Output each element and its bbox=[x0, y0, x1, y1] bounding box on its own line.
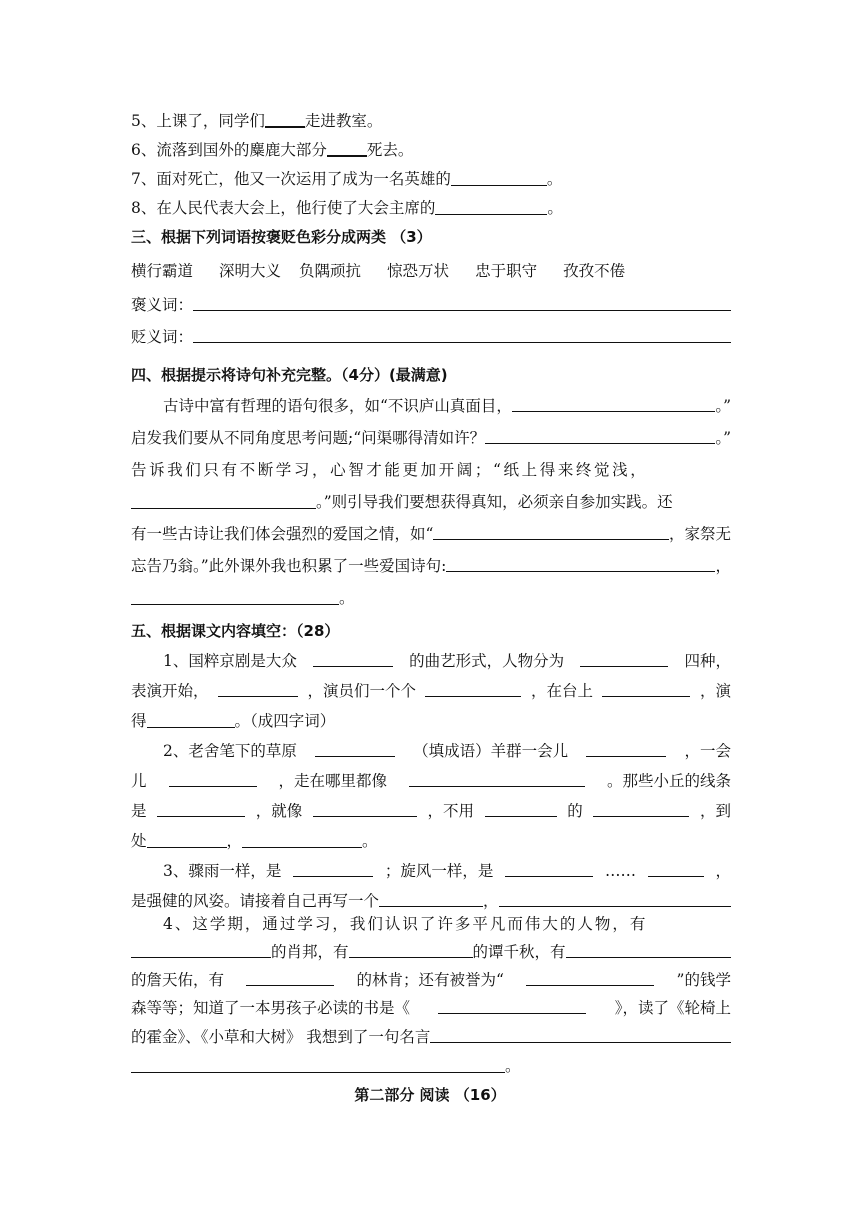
item-2-line-4: 处 ， 。 bbox=[131, 832, 378, 850]
question-6: 6、流落到国外的麋鹿大部分 死去。 bbox=[131, 141, 414, 159]
answer-blank[interactable] bbox=[157, 800, 245, 817]
answer-blank[interactable] bbox=[293, 860, 373, 877]
answer-blank[interactable] bbox=[512, 395, 715, 412]
item-4-line-2: 的肖邦，有 的谭千秋，有 bbox=[131, 941, 731, 963]
word-list bbox=[131, 260, 731, 282]
answer-blank[interactable] bbox=[246, 969, 334, 986]
item-3-line-2: 是强健的风姿。请接着自己再写一个 ， bbox=[131, 890, 731, 912]
answer-blank[interactable] bbox=[433, 523, 669, 540]
answer-blank[interactable] bbox=[451, 169, 547, 186]
poem-line-3: 告诉我们只有不断学习，心智才能更加开阔；“纸上得来终觉浅， bbox=[131, 461, 649, 479]
section-4-title: 四、根据提示将诗句补充完整。（4分）(最满意) bbox=[131, 366, 448, 384]
poem-line-5: 有一些古诗让我们体会强烈的爱国之情，如“ ，家祭无 bbox=[131, 525, 731, 543]
answer-blank[interactable] bbox=[485, 800, 557, 817]
poem-line-6: 忘告乃翁。”此外课外我也积累了一些爱国诗句: ， bbox=[131, 557, 731, 575]
answer-blank[interactable] bbox=[435, 198, 547, 215]
item-4-line-6: 。 bbox=[131, 1055, 731, 1077]
question-7: 7、面对死亡，他又一次运用了成为一名英雄的 。 bbox=[131, 170, 563, 188]
answer-blank[interactable] bbox=[409, 770, 585, 787]
word-item: 负隅顽抗 bbox=[299, 262, 362, 280]
word-item: 横行霸道 bbox=[131, 262, 194, 280]
answer-blank[interactable] bbox=[485, 427, 715, 444]
answer-blank[interactable] bbox=[265, 110, 305, 128]
part-2-title: 第二部分 阅读 （16） bbox=[354, 1086, 506, 1104]
item-1-line-2: 表演开始， ，演员们一个个 ，在台上 ，演 bbox=[131, 682, 731, 700]
question-5: 5、上课了，同学们 走进教室。 bbox=[131, 112, 383, 130]
answer-blank[interactable] bbox=[131, 492, 316, 509]
word-item: 惊恐万状 bbox=[387, 262, 450, 280]
answer-blank[interactable] bbox=[242, 831, 362, 848]
section-5-title: 五、根据课文内容填空：（28） bbox=[131, 622, 340, 640]
answer-blank[interactable] bbox=[131, 588, 339, 605]
positive-words-blank[interactable] bbox=[193, 294, 731, 311]
answer-blank[interactable] bbox=[526, 969, 654, 986]
word-item: 深明大义 bbox=[219, 262, 282, 280]
positive-words-label: 褒义词： bbox=[131, 296, 194, 314]
poem-line-7: 。 bbox=[131, 587, 731, 609]
item-2-line-1: 2、老舍笔下的草原 （填成语）羊群一会儿 ，一会 bbox=[163, 742, 731, 760]
answer-blank[interactable] bbox=[438, 997, 586, 1014]
answer-blank[interactable] bbox=[430, 1026, 731, 1043]
item-4-line-4: 森等等；知道了一本男孩子必读的书是《 》，读了《轮椅上 bbox=[131, 999, 731, 1017]
negative-words-blank[interactable] bbox=[193, 326, 731, 343]
answer-blank[interactable] bbox=[499, 890, 731, 907]
answer-blank[interactable] bbox=[218, 680, 298, 697]
answer-blank[interactable] bbox=[315, 740, 395, 757]
word-item: 孜孜不倦 bbox=[563, 262, 626, 280]
item-2-line-3: 是 ，就像 ，不用 的 ，到 bbox=[131, 802, 731, 820]
positive-words-row bbox=[131, 294, 731, 316]
answer-blank[interactable] bbox=[349, 941, 473, 958]
answer-blank[interactable] bbox=[169, 770, 257, 787]
answer-blank[interactable] bbox=[313, 800, 417, 817]
answer-blank[interactable] bbox=[131, 1056, 505, 1073]
poem-line-4: 。”则引导我们要想获得真知，必须亲自参加实践。还 bbox=[131, 491, 731, 513]
negative-words-row bbox=[131, 326, 731, 348]
negative-words-label: 贬义词： bbox=[131, 328, 194, 346]
question-8: 8、在人民代表大会上，他行使了大会主席的 。 bbox=[131, 199, 563, 217]
answer-blank[interactable] bbox=[147, 831, 227, 848]
answer-blank[interactable] bbox=[593, 800, 689, 817]
answer-blank[interactable] bbox=[131, 941, 271, 958]
answer-blank[interactable] bbox=[580, 650, 668, 667]
item-4-line-3: 的詹天佑，有 的林肯；还有被誉为“ ”的钱学 bbox=[131, 971, 731, 989]
answer-blank[interactable] bbox=[425, 680, 521, 697]
answer-blank[interactable] bbox=[648, 860, 704, 877]
answer-blank[interactable] bbox=[313, 650, 393, 667]
answer-blank[interactable] bbox=[566, 941, 731, 958]
word-item: 忠于职守 bbox=[475, 262, 538, 280]
answer-blank[interactable] bbox=[446, 555, 715, 572]
answer-blank[interactable] bbox=[327, 139, 367, 157]
answer-blank[interactable] bbox=[505, 860, 593, 877]
poem-line-2: 启发我们要从不同角度思考问题;“问渠哪得清如许？ 。” bbox=[131, 429, 731, 447]
section-3-title: 三、根据下列词语按褒贬色彩分成两类 （3） bbox=[131, 228, 432, 246]
item-4-line-1: 4、这学期，通过学习，我们认识了许多平凡而伟大的人物，有 bbox=[163, 915, 648, 933]
answer-blank[interactable] bbox=[379, 890, 483, 907]
item-1-line-3: 得 。（成四字词） bbox=[131, 712, 336, 730]
item-1-line-1: 1、国粹京剧是大众 的曲艺形式，人物分为 四种， bbox=[163, 652, 731, 670]
poem-line-1: 古诗中富有哲理的语句很多，如“不识庐山真面目， 。” bbox=[163, 397, 731, 415]
item-3-line-1: 3、骤雨一样，是 ；旋风一样，是 …… ， bbox=[163, 862, 731, 880]
item-4-line-5: 的霍金》、《小草和大树》 我想到了一句名言 bbox=[131, 1026, 731, 1048]
answer-blank[interactable] bbox=[147, 711, 235, 728]
answer-blank[interactable] bbox=[602, 680, 690, 697]
answer-blank[interactable] bbox=[586, 740, 666, 757]
item-2-line-2: 儿 ，走在哪里都像 。那些小丘的线条 bbox=[131, 772, 731, 790]
